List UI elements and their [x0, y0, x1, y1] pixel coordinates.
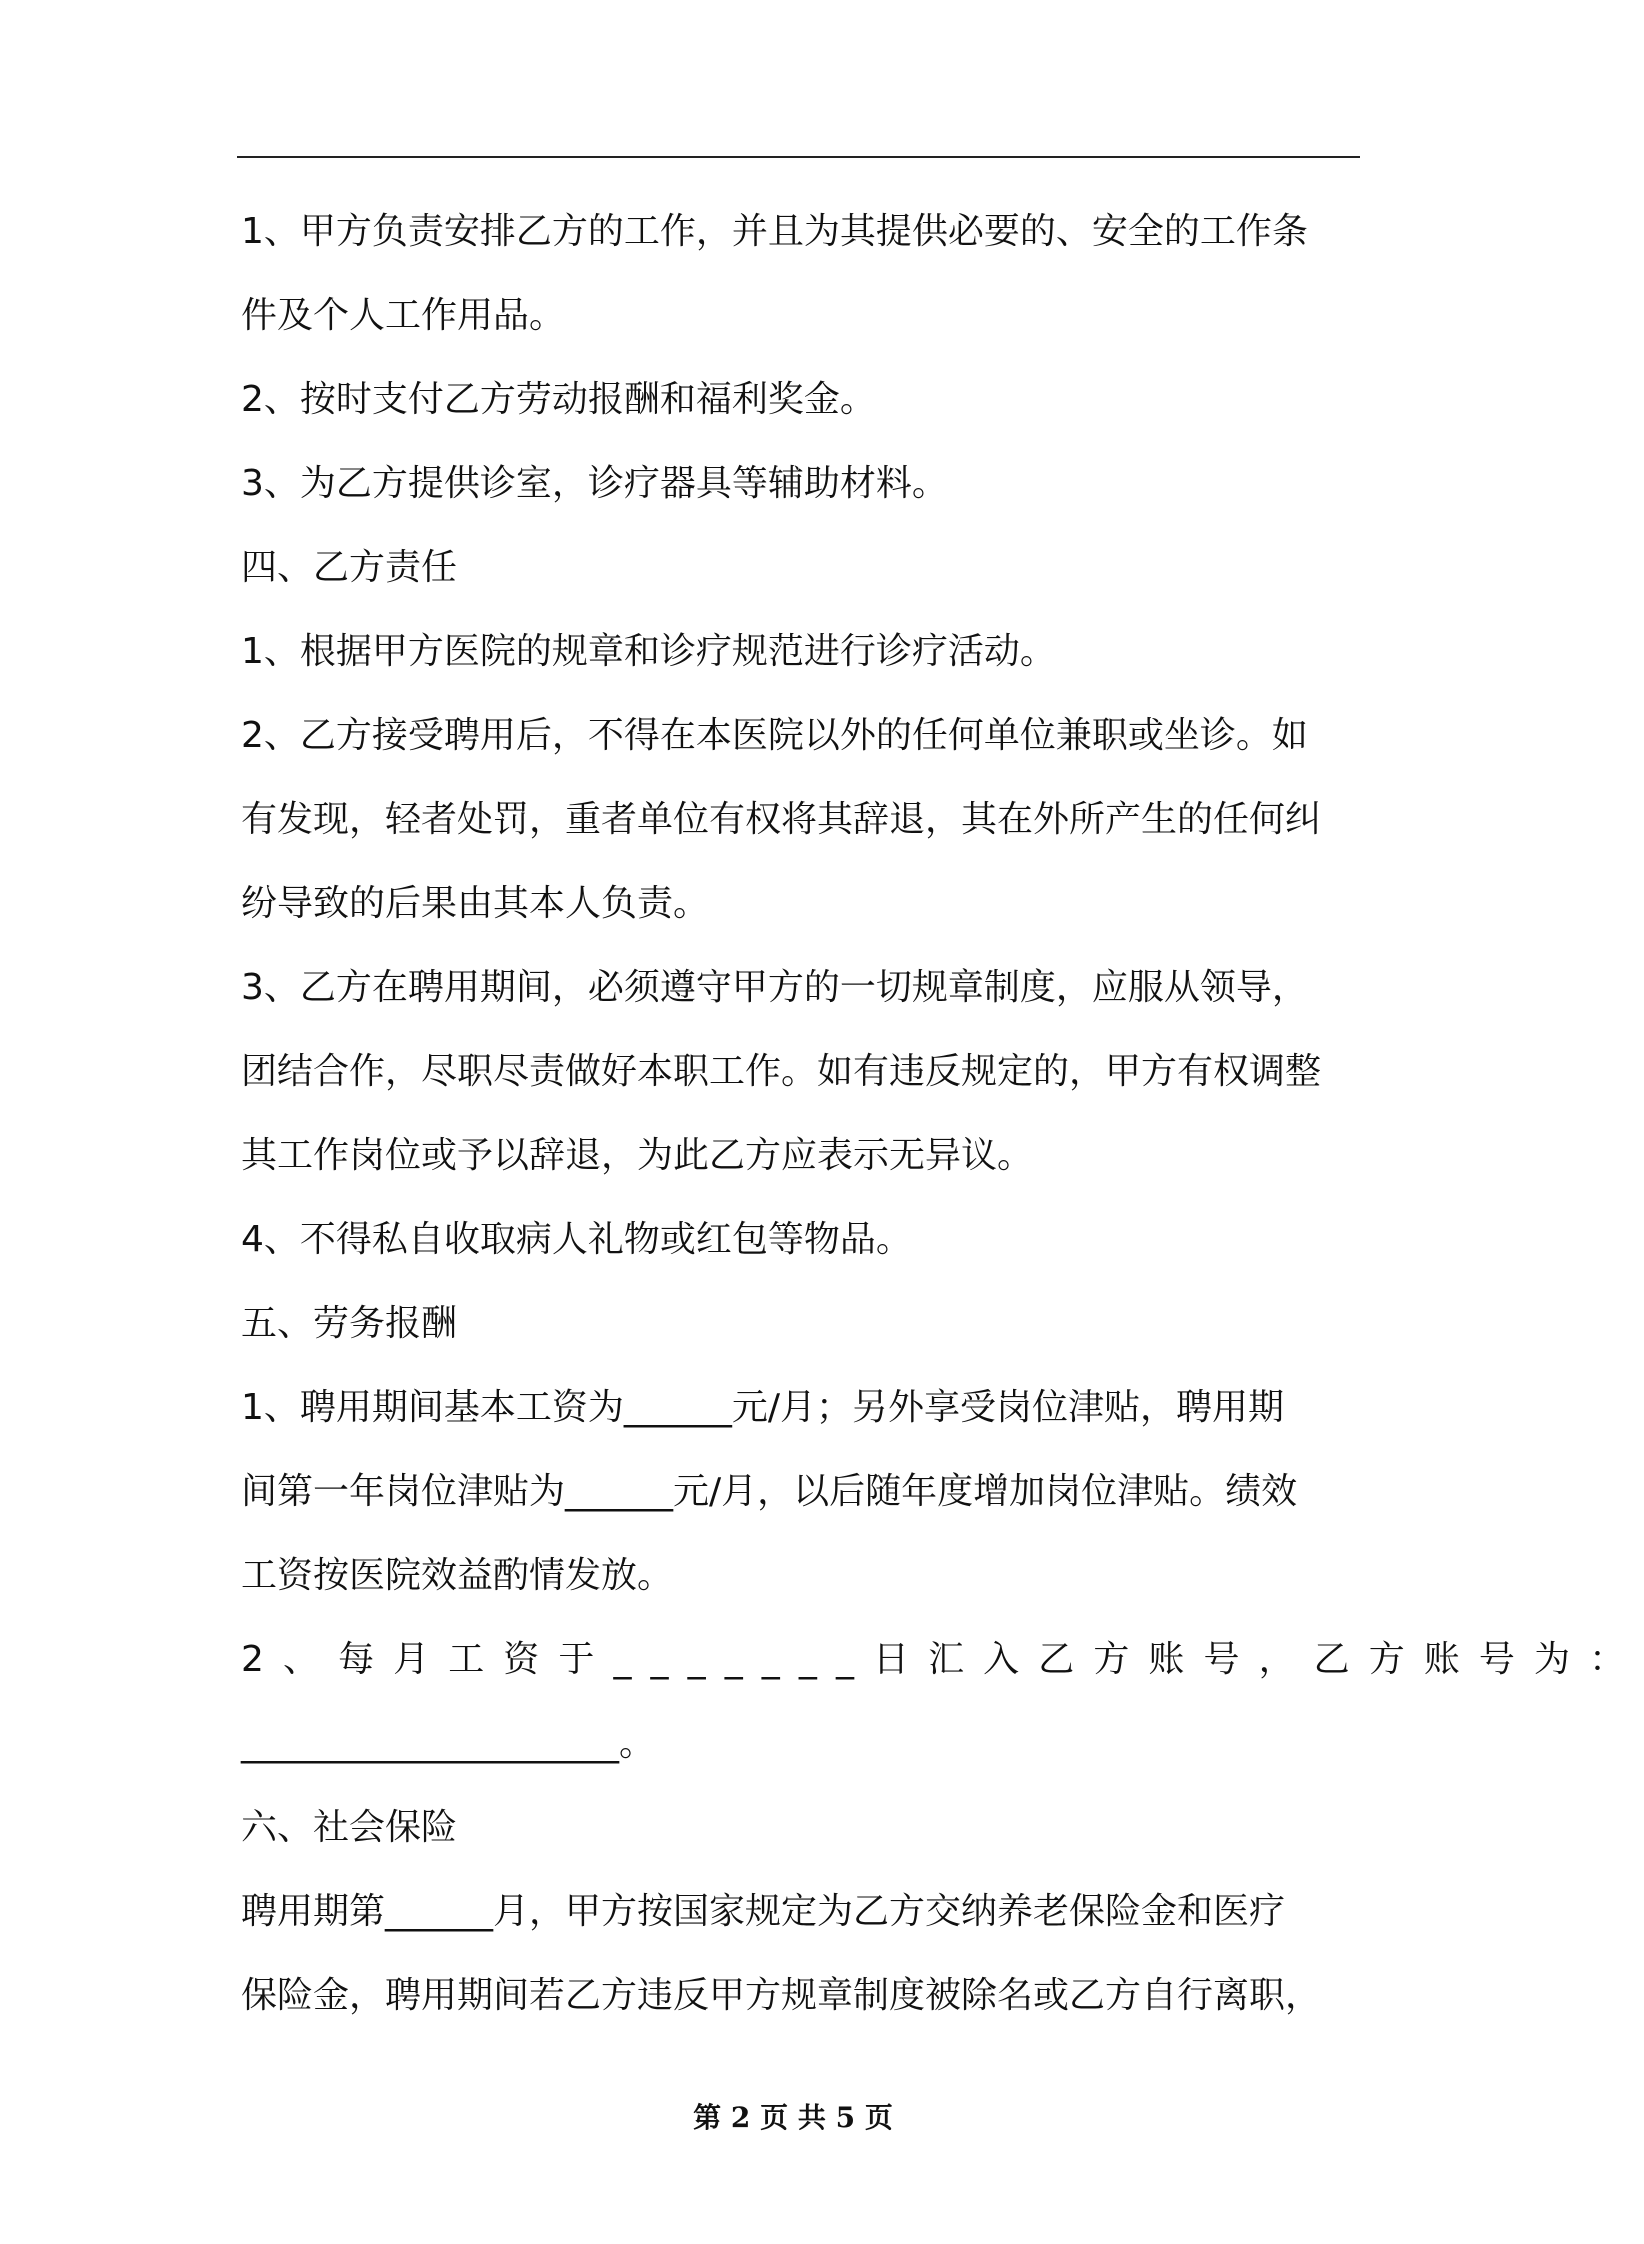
- text-line: 2、按时支付乙方劳动报酬和福利奖金。: [241, 379, 876, 420]
- document-body: [241, 190, 1644, 2038]
- text-line: 有发现，轻者处罚，重者单位有权将其辞退，其在外所产生的任何纠: [241, 799, 1322, 840]
- text-line: 3、为乙方提供诊室，诊疗器具等辅助材料。: [241, 463, 948, 504]
- text-line: 工资按医院效益酌情发放。: [241, 1555, 674, 1596]
- text-line: 3、乙方在聘用期间，必须遵守甲方的一切规章制度，应服从领导，: [241, 967, 1308, 1008]
- text-line: 间第一年岗位津贴为______元/月，以后随年度增加岗位津贴。绩效: [241, 1471, 1298, 1512]
- text-line: 纷导致的后果由其本人负责。: [241, 883, 710, 924]
- text-line: 其工作岗位或予以辞退，为此乙方应表示无异议。: [241, 1135, 1034, 1176]
- text-line: 团结合作，尽职尽责做好本职工作。如有违反规定的，甲方有权调整: [241, 1051, 1322, 1092]
- section-heading: 四、乙方责任: [241, 547, 458, 588]
- header-rule: [237, 156, 1360, 158]
- text-line: 1、聘用期间基本工资为______元/月；另外享受岗位津贴，聘用期: [241, 1387, 1285, 1428]
- text-line: 1、甲方负责安排乙方的工作，并且为其提供必要的、安全的工作条: [241, 211, 1308, 252]
- text-line: _____________________。: [241, 1723, 655, 1764]
- page-number: 第 2 页 共 5 页: [693, 2101, 893, 2134]
- text-line: 2、每月工资于_______日汇入乙方账号，乙方账号为：: [241, 1639, 1644, 1680]
- text-line: 1、根据甲方医院的规章和诊疗规范进行诊疗活动。: [241, 631, 1056, 672]
- text-line: 聘用期第______月，甲方按国家规定为乙方交纳养老保险金和医疗: [241, 1891, 1286, 1932]
- section-heading: 五、劳务报酬: [241, 1303, 458, 1344]
- text-line: 保险金，聘用期间若乙方违反甲方规章制度被除名或乙方自行离职，: [241, 1975, 1322, 2016]
- text-line: 4、不得私自收取病人礼物或红包等物品。: [241, 1219, 912, 1260]
- section-heading: 六、社会保险: [241, 1807, 458, 1848]
- text-line: 件及个人工作用品。: [241, 295, 566, 336]
- text-line: 2、乙方接受聘用后，不得在本医院以外的任何单位兼职或坐诊。如: [241, 715, 1308, 756]
